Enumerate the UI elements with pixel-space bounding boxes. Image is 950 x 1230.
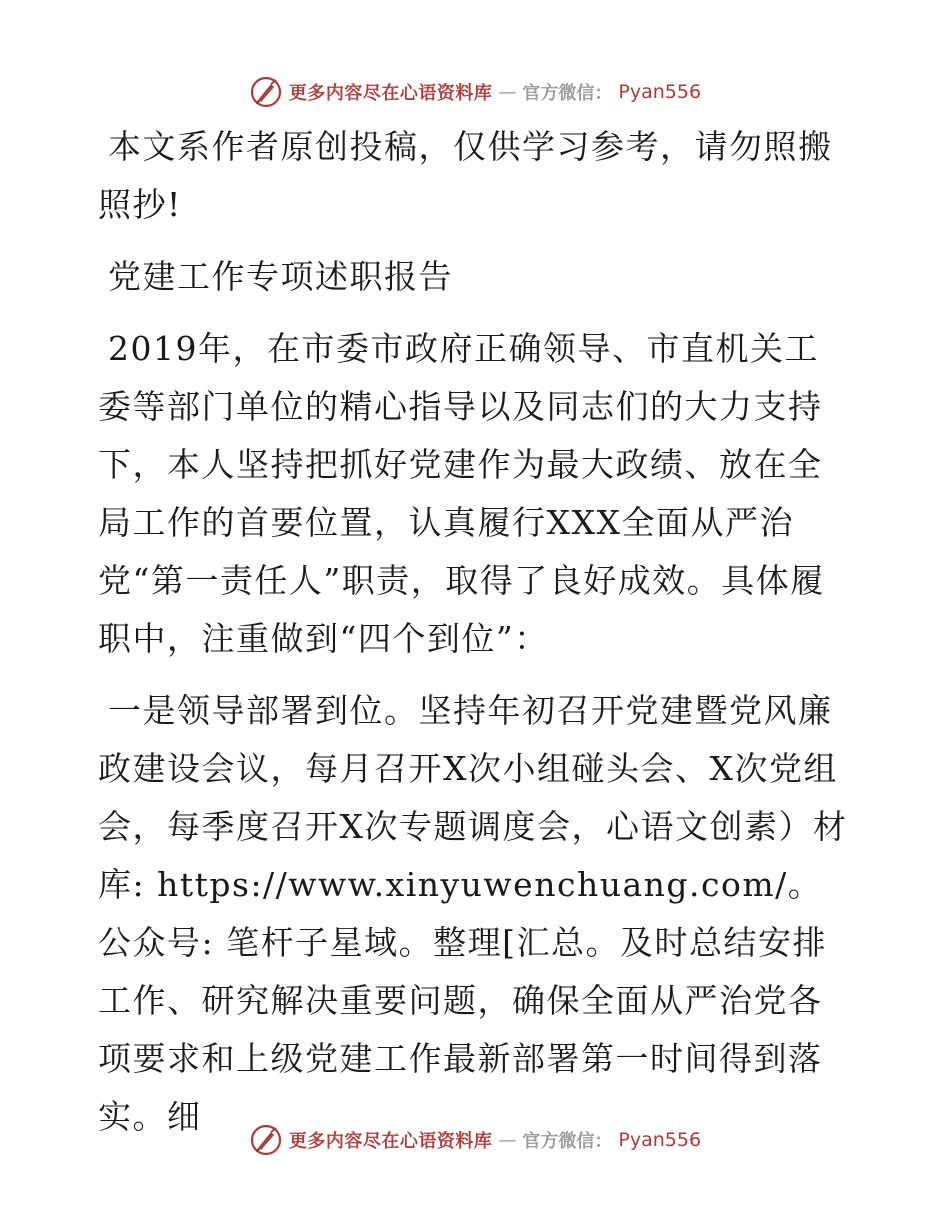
quill-pen-logo-icon <box>249 75 283 109</box>
document-body <box>98 118 850 1146</box>
watermark-separator: — <box>498 1129 517 1151</box>
document-title: 党建工作专项述职报告 <box>108 257 453 296</box>
watermark-wechat-label: 官方微信： <box>522 83 613 104</box>
watermark-wechat-label: 官方微信： <box>522 1131 613 1152</box>
watermark-wechat-id: Pyan556 <box>618 1129 702 1151</box>
watermark-site-text: 更多内容尽在心语资料库 <box>288 83 493 104</box>
watermark-wechat-id: Pyan556 <box>618 81 702 103</box>
quill-pen-logo-icon <box>249 1123 283 1157</box>
watermark-separator: — <box>498 81 517 103</box>
body-paragraph: 2019年，在市委市政府正确领导、市直机关工委等部门单位的精心指导以及同志们的大力支持下，本人坚持把抓好党建作为最大政绩、放在全局工作的首要位置，认真履行XXX全面从严治党“第一责任人”职责，取得了良好成效。具体履职中，注重做到“四个到位”： <box>98 329 825 658</box>
body-paragraph: 一是领导部署到位。坚持年初召开党建暨党风廉政建设会议，每月召开X次小组碰头会、X次党组会，每季度召开X次专题调度会，心语文创素）材库: https://www.xinyuwenchuang.com/。公众号: 笔杆子星域。整理[汇总。及时总结安排工作、研究解决重要问题，确保全面从严治党各项要求和上级党建工作最新部署第一时间得到落实。细 <box>98 691 848 1136</box>
copyright-notice: 本文系作者原创投稿，仅供学习参考，请勿照搬照抄! <box>98 127 833 224</box>
footer-watermark <box>0 1120 950 1160</box>
watermark-site-text: 更多内容尽在心语资料库 <box>288 1131 493 1152</box>
header-watermark <box>0 72 950 112</box>
